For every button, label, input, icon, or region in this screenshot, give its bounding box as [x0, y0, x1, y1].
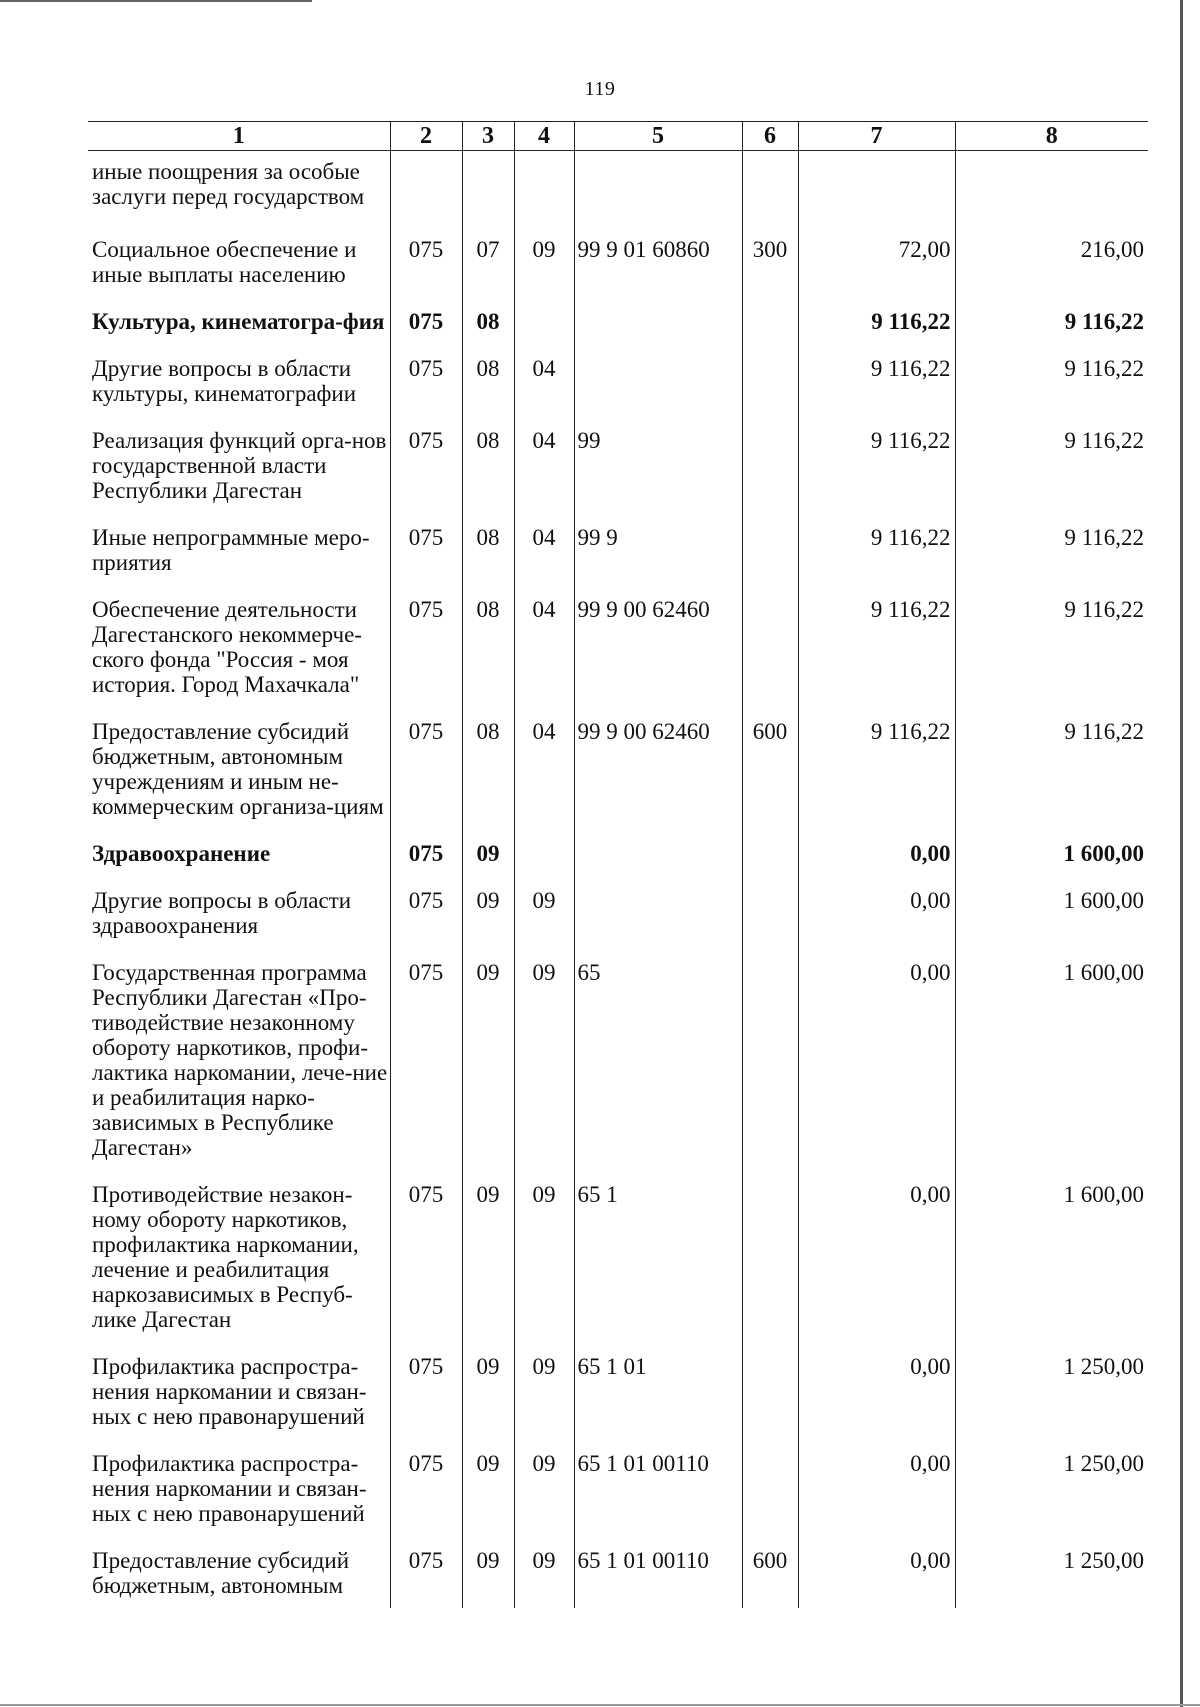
row-target-article-cell [574, 297, 742, 344]
row-expense-type-cell [742, 948, 798, 1170]
row-target-article-cell [574, 876, 742, 948]
row-target-article-cell: 99 9 [574, 513, 742, 585]
row-expense-type-cell [742, 1342, 798, 1439]
row-amount-col8-cell: 9 116,22 [955, 416, 1148, 513]
row-subsection-cell: 04 [514, 513, 574, 585]
row-name-cell: Реализация функций орга-нов государственной власти Республики Дагестан [92, 428, 387, 503]
row-amount-col7-cell: 9 116,22 [798, 416, 955, 513]
row-target-article-cell: 99 [574, 416, 742, 513]
row-expense-type-cell [742, 151, 798, 226]
row-section-cell: 09 [462, 1536, 514, 1608]
row-code-cell: 075 [390, 1536, 462, 1608]
row-code-cell: 075 [390, 1170, 462, 1342]
row-name-cell: Культура, кинематогра-фия [92, 309, 385, 334]
row-code-cell: 075 [390, 513, 462, 585]
row-target-article-cell: 99 9 00 62460 [574, 707, 742, 829]
row-code-cell: 075 [390, 297, 462, 344]
row-expense-type-cell: 600 [742, 1536, 798, 1608]
page-number: 119 [584, 78, 616, 100]
row-target-article-cell: 99 9 01 60860 [574, 225, 742, 297]
row-section-cell: 09 [462, 1342, 514, 1439]
row-subsection-cell: 09 [514, 1536, 574, 1608]
row-amount-col8-cell: 1 250,00 [955, 1536, 1148, 1608]
table-row [88, 151, 1148, 226]
row-amount-col8-cell: 1 600,00 [955, 876, 1148, 948]
row-code-cell: 075 [390, 344, 462, 416]
row-target-article-cell: 65 [574, 948, 742, 1170]
row-expense-type-cell [742, 416, 798, 513]
row-section-cell [462, 151, 514, 226]
row-section-cell: 09 [462, 1170, 514, 1342]
column-header-6: 6 [742, 122, 798, 151]
table-row [88, 585, 1148, 707]
row-subsection-cell: 09 [514, 948, 574, 1170]
row-target-article-cell: 65 1 01 [574, 1342, 742, 1439]
row-code-cell: 075 [390, 948, 462, 1170]
row-code-cell: 075 [390, 829, 462, 876]
row-amount-col8-cell: 9 116,22 [955, 707, 1148, 829]
row-code-cell: 075 [390, 585, 462, 707]
row-name-cell: Другие вопросы в области культуры, кинематографии [92, 356, 357, 406]
row-subsection-cell: 09 [514, 876, 574, 948]
table-row [88, 876, 1148, 948]
row-name-cell: Профилактика распростра-нения наркомании и связан-ных с нею правонарушений [92, 1451, 367, 1526]
row-amount-col7-cell: 9 116,22 [798, 513, 955, 585]
table-header [88, 122, 1148, 151]
row-target-article-cell: 99 9 00 62460 [574, 585, 742, 707]
row-amount-col8-cell: 1 250,00 [955, 1439, 1148, 1536]
row-expense-type-cell [742, 344, 798, 416]
right-edge-rule [1180, 0, 1183, 1707]
table-row [88, 1170, 1148, 1342]
row-subsection-cell: 04 [514, 344, 574, 416]
row-amount-col7-cell: 9 116,22 [798, 344, 955, 416]
row-name-cell: Противодействие незакон-ному обороту наркотиков, профилактика наркомании, лечение и реабилитация наркозависимых в Респуб-лике Дагестан [92, 1182, 359, 1332]
row-name-cell: Обеспечение деятельности Дагестанского некоммерче-ского фонда "Россия - моя история. Город Махачкала" [92, 597, 362, 697]
row-amount-col7-cell: 0,00 [798, 876, 955, 948]
row-code-cell [390, 151, 462, 226]
row-target-article-cell [574, 344, 742, 416]
column-header-2: 2 [390, 122, 462, 151]
row-name-cell: Предоставление субсидий бюджетным, автономным [92, 1548, 349, 1598]
row-section-cell: 08 [462, 585, 514, 707]
row-amount-col7-cell: 0,00 [798, 829, 955, 876]
table-row [88, 829, 1148, 876]
row-name-cell: Государственная программа Республики Дагестан «Про-тиводействие незаконному обороту наркотиков, профи-лактика наркомании, лече-ние и реабилитация нарко-зависимых в Республике Дагестан» [92, 960, 388, 1160]
top-edge-rule [0, 0, 312, 2]
row-target-article-cell [574, 829, 742, 876]
row-name-cell: Предоставление субсидий бюджетным, автономным учреждениям и иным не-коммерческим организа-циям [92, 719, 384, 819]
table-row [88, 1439, 1148, 1536]
table-row [88, 416, 1148, 513]
row-expense-type-cell: 600 [742, 707, 798, 829]
column-header-1: 1 [88, 122, 390, 151]
row-subsection-cell: 04 [514, 416, 574, 513]
header-row [88, 122, 1148, 151]
row-name-cell: Здравоохранение [92, 841, 271, 866]
row-target-article-cell: 65 1 01 00110 [574, 1439, 742, 1536]
row-expense-type-cell [742, 829, 798, 876]
table-row [88, 344, 1148, 416]
row-section-cell: 08 [462, 513, 514, 585]
table-row [88, 1536, 1148, 1608]
row-name-cell: Другие вопросы в области здравоохранения [92, 888, 352, 938]
row-expense-type-cell [742, 585, 798, 707]
row-section-cell: 08 [462, 416, 514, 513]
row-target-article-cell [574, 151, 742, 226]
table-row [88, 948, 1148, 1170]
row-amount-col8-cell: 1 250,00 [955, 1342, 1148, 1439]
row-name-cell: Профилактика распростра-нения наркомании и связан-ных с нею правонарушений [92, 1354, 367, 1429]
row-target-article-cell: 65 1 01 00110 [574, 1536, 742, 1608]
row-name-cell: Социальное обеспечение и иные выплаты населению [92, 237, 357, 287]
row-code-cell: 075 [390, 1342, 462, 1439]
row-amount-col7-cell: 0,00 [798, 1536, 955, 1608]
row-code-cell: 075 [390, 416, 462, 513]
column-header-7: 7 [798, 122, 955, 151]
row-amount-col8-cell: 1 600,00 [955, 948, 1148, 1170]
row-subsection-cell: 04 [514, 707, 574, 829]
row-expense-type-cell [742, 1439, 798, 1536]
row-amount-col7-cell: 0,00 [798, 948, 955, 1170]
table-row [88, 225, 1148, 297]
row-subsection-cell: 09 [514, 1439, 574, 1536]
row-amount-col8-cell: 9 116,22 [955, 344, 1148, 416]
row-code-cell: 075 [390, 1439, 462, 1536]
table-row [88, 707, 1148, 829]
row-section-cell: 07 [462, 225, 514, 297]
row-code-cell: 075 [390, 876, 462, 948]
row-name-cell: Иные непрограммные меро-приятия [92, 525, 370, 575]
row-subsection-cell: 09 [514, 1170, 574, 1342]
row-subsection-cell [514, 151, 574, 226]
row-subsection-cell [514, 297, 574, 344]
row-section-cell: 09 [462, 876, 514, 948]
row-code-cell: 075 [390, 225, 462, 297]
row-amount-col8-cell: 9 116,22 [955, 513, 1148, 585]
table-row [88, 513, 1148, 585]
row-section-cell: 08 [462, 344, 514, 416]
row-amount-col8-cell: 9 116,22 [955, 297, 1148, 344]
table-body [88, 151, 1148, 1609]
table-row [88, 1342, 1148, 1439]
column-header-3: 3 [462, 122, 514, 151]
row-amount-col8-cell: 1 600,00 [955, 829, 1148, 876]
row-subsection-cell: 04 [514, 585, 574, 707]
row-section-cell: 08 [462, 707, 514, 829]
column-header-5: 5 [574, 122, 742, 151]
row-name-cell: иные поощрения за особые заслуги перед государством [92, 159, 365, 209]
row-amount-col7-cell: 72,00 [798, 225, 955, 297]
row-amount-col7-cell [798, 151, 955, 226]
column-header-8: 8 [955, 122, 1148, 151]
table-row [88, 297, 1148, 344]
row-amount-col7-cell: 0,00 [798, 1342, 955, 1439]
row-expense-type-cell [742, 1170, 798, 1342]
row-subsection-cell: 09 [514, 225, 574, 297]
row-amount-col8-cell: 216,00 [955, 225, 1148, 297]
column-header-4: 4 [514, 122, 574, 151]
row-section-cell: 09 [462, 829, 514, 876]
row-expense-type-cell [742, 513, 798, 585]
row-target-article-cell: 65 1 [574, 1170, 742, 1342]
row-amount-col7-cell: 0,00 [798, 1170, 955, 1342]
bottom-edge-rule [0, 1704, 1200, 1706]
row-expense-type-cell [742, 297, 798, 344]
row-subsection-cell [514, 829, 574, 876]
row-section-cell: 09 [462, 1439, 514, 1536]
row-amount-col8-cell: 9 116,22 [955, 585, 1148, 707]
row-amount-col8-cell: 1 600,00 [955, 1170, 1148, 1342]
row-amount-col7-cell: 0,00 [798, 1439, 955, 1536]
row-amount-col7-cell: 9 116,22 [798, 297, 955, 344]
row-section-cell: 08 [462, 297, 514, 344]
row-amount-col7-cell: 9 116,22 [798, 585, 955, 707]
row-expense-type-cell [742, 876, 798, 948]
budget-table [88, 121, 1148, 1608]
row-amount-col7-cell: 9 116,22 [798, 707, 955, 829]
row-section-cell: 09 [462, 948, 514, 1170]
row-amount-col8-cell [955, 151, 1148, 226]
row-code-cell: 075 [390, 707, 462, 829]
row-expense-type-cell: 300 [742, 225, 798, 297]
row-subsection-cell: 09 [514, 1342, 574, 1439]
